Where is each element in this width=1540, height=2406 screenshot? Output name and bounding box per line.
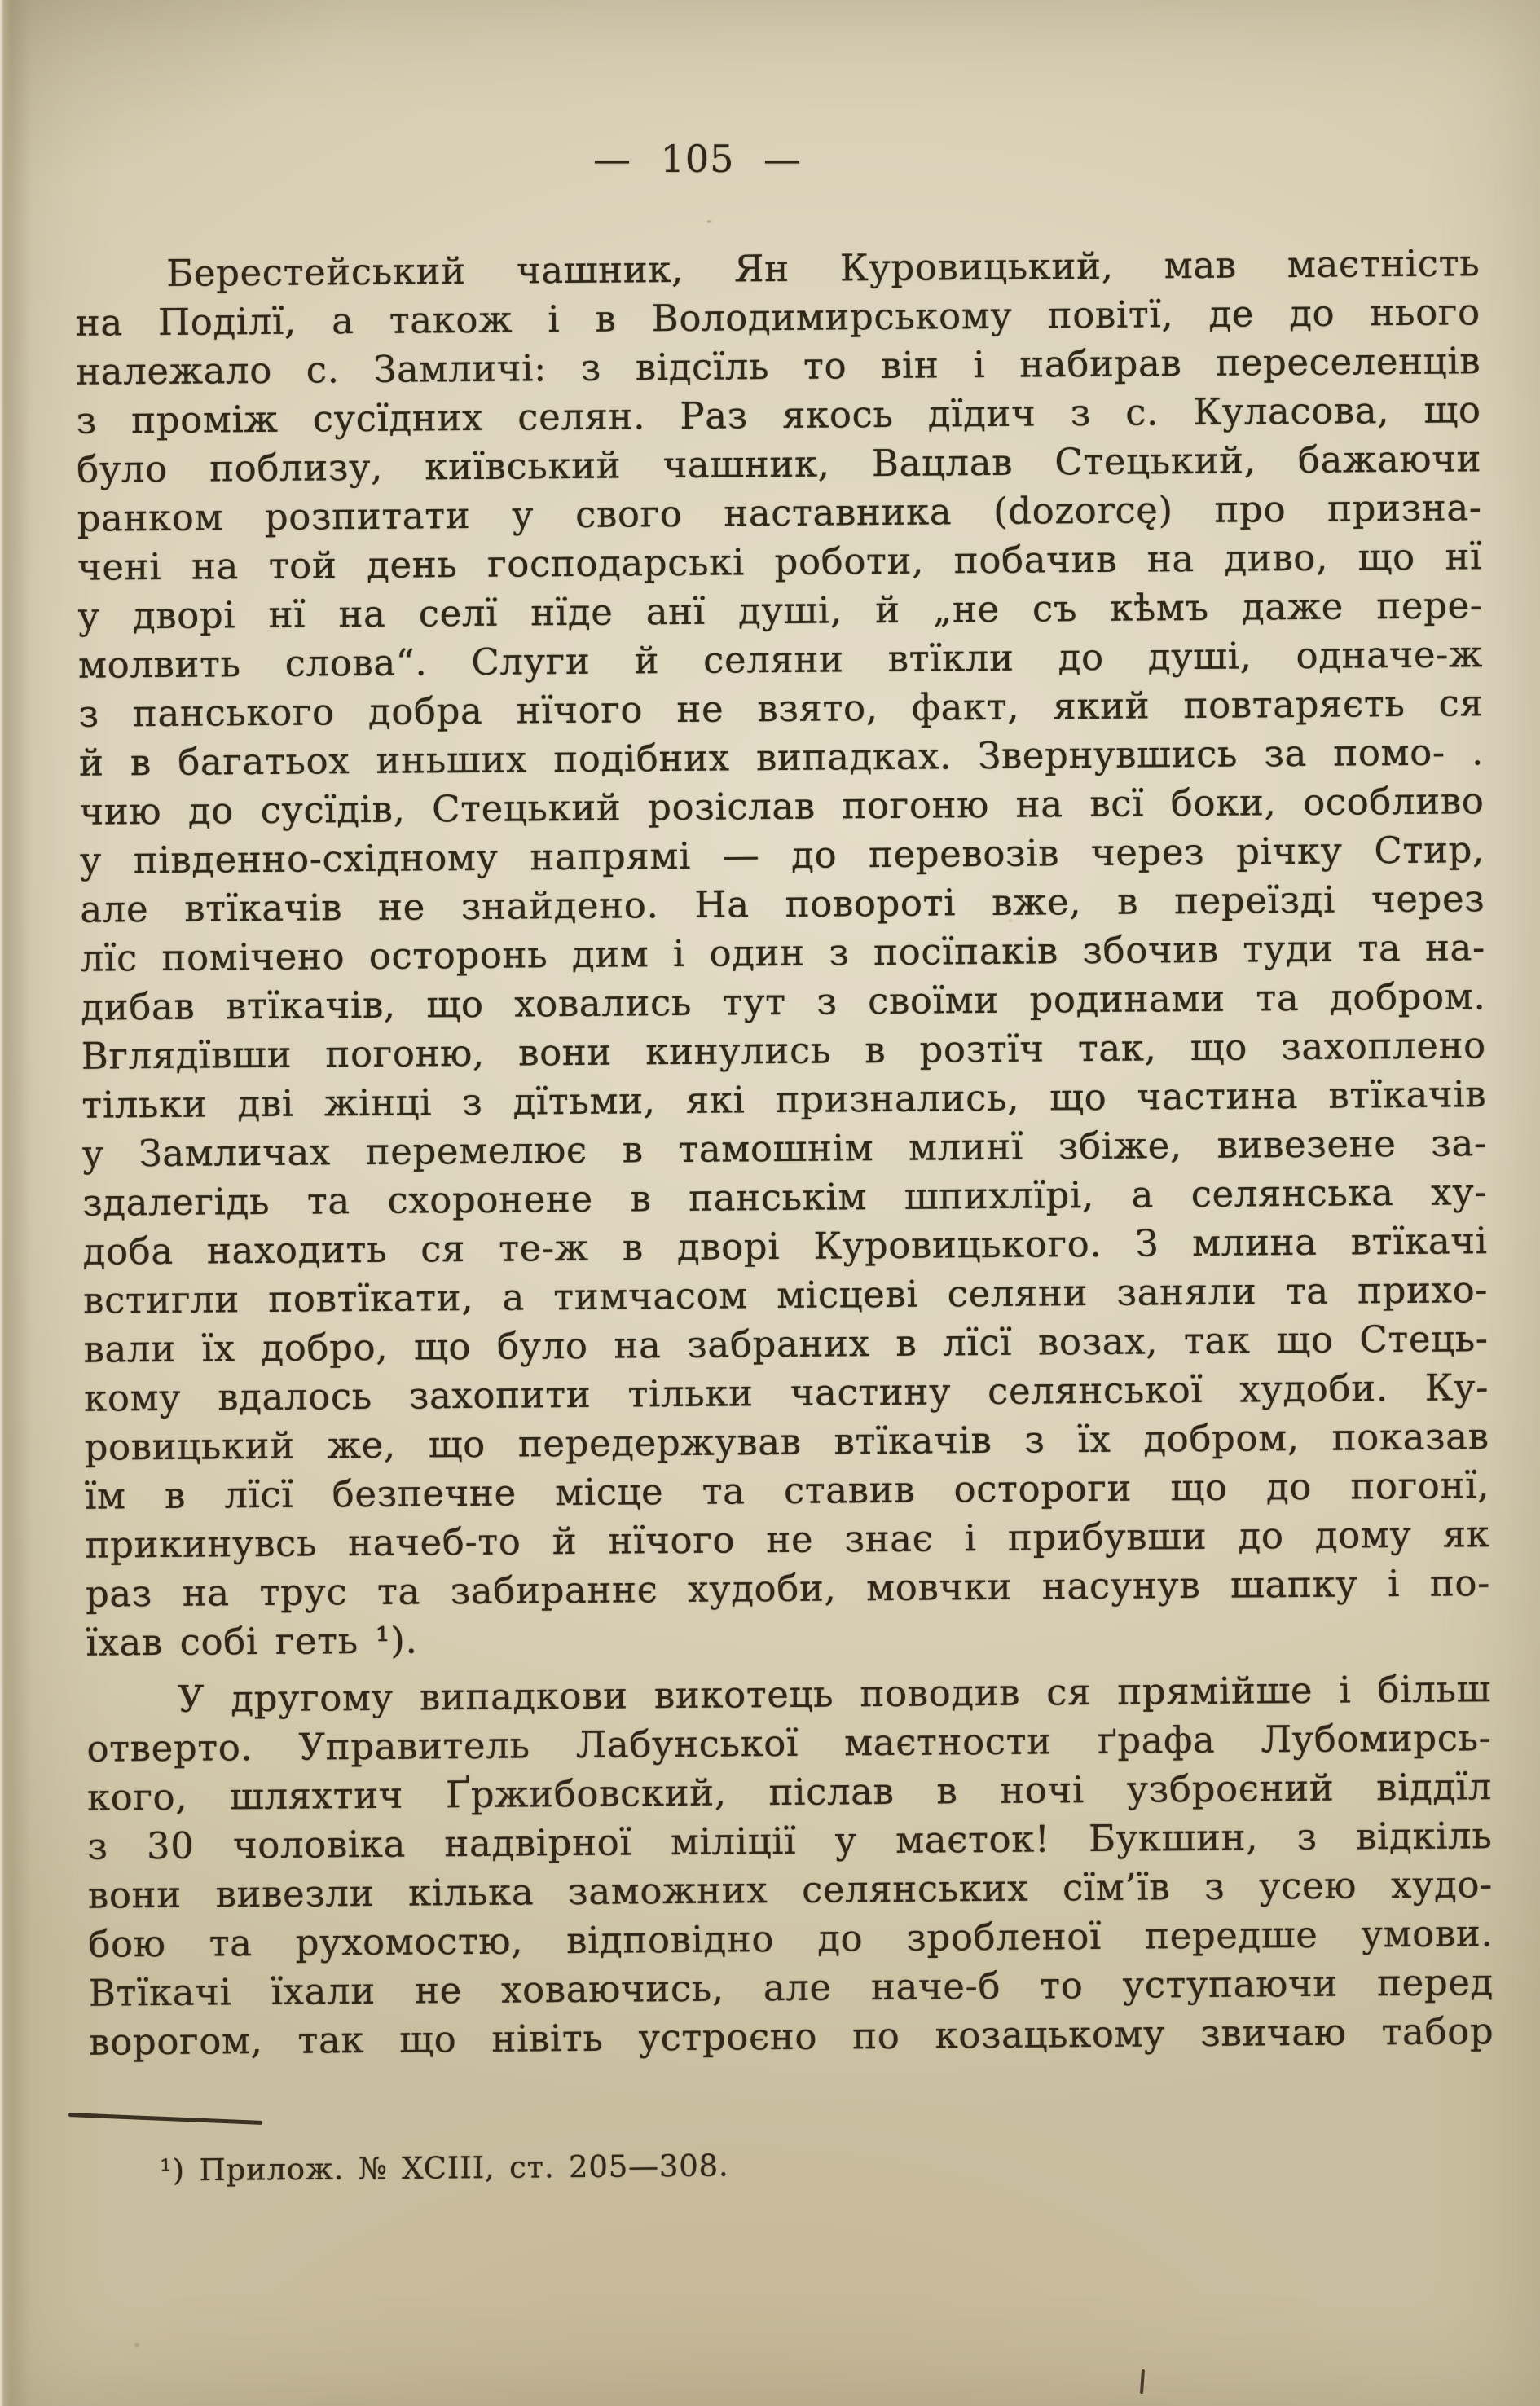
body-line: раз на трус та забираннє худоби, мовчки насунув шапку і по- xyxy=(85,1561,1491,1616)
body-text xyxy=(75,239,1494,2066)
page-number: — 105 — xyxy=(592,137,803,181)
footnote-separator-rule xyxy=(68,2113,262,2125)
body-line: з 30 чоловіка надвірної міліції у маєток! Букшин, з відкіль xyxy=(87,1814,1493,1868)
body-line: у Замличах перемелює в тамошнім млинї збіже, вивезене за- xyxy=(81,1121,1487,1176)
body-line: вали їх добро, що було на забраних в лїсї возах, так що Стець- xyxy=(83,1317,1489,1371)
body-line: Втїкачі їхали не ховаючись, але наче-б то уступаючи перед xyxy=(88,1960,1494,2015)
body-line: їм в лїсї безпечне місце та ставив остороги що до погонї, xyxy=(84,1463,1490,1518)
body-line: у південно-східному напрямі — до перевозів через річку Стир, xyxy=(79,828,1485,882)
body-line: на Поділї, а також і в Володимирському повітї, де до нього xyxy=(75,290,1481,345)
body-line: з панського добра нїчого не взято, факт, який повтаряєть ся xyxy=(78,681,1484,736)
body-line: з проміж сусїдних селян. Раз якось дїдич з с. Куласова, що xyxy=(76,388,1481,442)
body-line: й в багатьох иньших подібних випадках. Звернувшись за помо- . xyxy=(78,730,1485,785)
body-line: було поблизу, київський чашник, Вацлав Стецький, бажаючи xyxy=(76,437,1482,491)
body-line: але втїкачів не знайдено. На повороті вже, в переїзді через xyxy=(80,877,1485,931)
body-line: у дворі нї на селї нїде анї душі, й „не съ кѣмъ даже пере- xyxy=(77,583,1483,638)
body-line: дибав втїкачів, що ховались тут з своїми родинами та добром. xyxy=(81,974,1486,1029)
body-line: У другому випадкови викотець поводив ся прямійше і більш xyxy=(177,1667,1492,1721)
body-line: ранком розпитати у свого наставника (dozorcę) про призна- xyxy=(77,486,1482,540)
body-line: кому вдалось захопити тільки частину селянської худоби. Ку- xyxy=(83,1366,1489,1420)
body-line: ровицький же, що передержував втїкачів з їх добром, показав xyxy=(84,1414,1489,1469)
body-line: кого, шляхтич Ґржибовский, післав в ночі узброєний віддїл xyxy=(86,1765,1493,1819)
body-line: тільки дві жінці з дїтьми, які признались, що частина втїкачів xyxy=(81,1072,1487,1127)
footnote-text: ¹) Прилож. № XCIII, ст. 205—308. xyxy=(159,2148,729,2188)
body-line: лїс помічено осторонь дим і один з посїпаків збочив туди та на- xyxy=(80,926,1486,980)
body-line-with-footnote-ref: їхав собі геть ¹). xyxy=(86,1618,418,1665)
ink-speck xyxy=(1140,2369,1145,2394)
paragraph-1 xyxy=(75,239,1491,1667)
body-line: ворогом, так що нівіть устроєно по козацькому звичаю табор xyxy=(89,2009,1494,2064)
body-line: чені на той день господарські роботи, побачив на диво, що нї xyxy=(77,534,1483,589)
paragraph-2 xyxy=(86,1665,1494,2067)
body-line: Вглядївши погоню, вони кинулись в розтїч так, що захоплено xyxy=(81,1023,1486,1078)
body-line: Берестейський чашник, Ян Куровицький, мав маєтність xyxy=(166,241,1481,295)
body-line: встигли повтїкати, а тимчасом місцеві селяни заняли та прихо- xyxy=(82,1268,1489,1322)
body-line: належало с. Замличі: з відсїль то він і набирав переселенців xyxy=(75,339,1481,394)
body-line: молвить слова“. Слуги й селяни втїкли до душі, одначе-ж xyxy=(77,632,1484,687)
body-line: прикинувсь начеб-то й нїчого не знає і прибувши до дому як xyxy=(85,1512,1490,1567)
body-line: отверто. Управитель Лабунської маєтности ґрафа Лубомирсь- xyxy=(86,1716,1492,1770)
body-line: вони вивезли кілька заможних селянських сїм’їв з усею худо- xyxy=(87,1863,1494,1917)
body-line: чию до сусїдів, Стецький розіслав погоню на всї боки, особливо xyxy=(79,779,1485,834)
body-line: здалегідь та схоронене в панськім шпихлїрі, а селянська ху- xyxy=(82,1170,1488,1225)
body-line: бою та рухомостю, відповідно до зробленої передше умови. xyxy=(88,1911,1494,1966)
body-line: доба находить ся те-ж в дворі Куровицького. З млина втїкачі xyxy=(82,1219,1488,1273)
